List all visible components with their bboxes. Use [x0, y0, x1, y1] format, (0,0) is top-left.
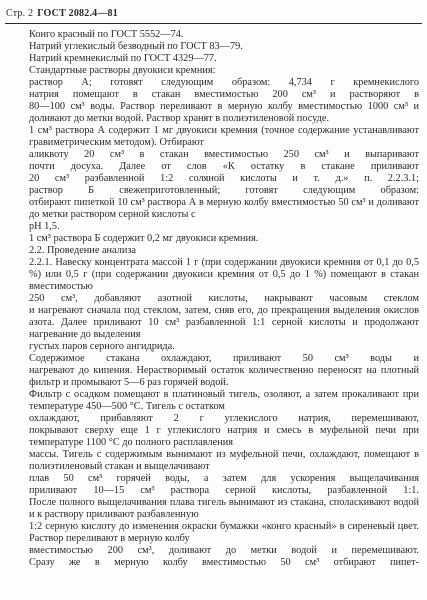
text-line: охлаждают, прибавляют 2 г углекислого натрия, перемешивают,	[29, 413, 419, 424]
text-line: Натрий углекислый безводный по ГОСТ 83—79.	[29, 41, 243, 52]
text-line: 20 см³ разбавленной 1:2 соляной кислоты и т. д.» п. 2.2.3.1;	[29, 173, 419, 184]
text-line: Стандартные растворы двуокиси кремния:	[29, 65, 216, 76]
text-line: приливают 10—15 см³ раствора серной кислоты, разбавленной 1:1.	[29, 485, 419, 496]
text-line: покрывают сверху еще 1 г углекислого натрия и смесь в муфельной печи при температуре 1100 °C до полного расплавления	[29, 425, 419, 448]
text-line: почти досуха. Далее от слов «К остатку в стакане приливают	[29, 161, 419, 172]
standard-number: ГОСТ 2082.4—81	[37, 8, 118, 19]
text-line: 2.2.1. Навеску концентрата массой 1 г (при содержании двуокиси кремния от 0,1 до 0,5 %) или 0,5 г (при содержании двуокиси кремния от 0,5 до 1 %) помещают в стакан вместимостью	[29, 257, 419, 292]
text-line: 1:2 серную кислоту до изменения окраски бумажки «конго красный» в сиреневый цвет. Раствор переливают в мерную колбу	[29, 521, 419, 544]
text-line: и нагревают сначала под стеклом, затем, сняв его, до прекращения выделения окислов азота. Далее приливают 10 см³ разбавленной 1:1 серной кислоты и продолжают нагревание до выделения	[29, 305, 419, 340]
header-rule	[5, 23, 422, 24]
text-line: вместимостью 200 см³, доливают до метки водой и перемешивают.	[29, 545, 419, 556]
text-line: pH 1,5.	[29, 221, 60, 232]
text-line: натрия помещают в стакан вместимостью 200 см³ и растворяют в	[29, 89, 419, 100]
text-line: массы. Тигель с содержимым вынимают из муфельной печи, охлаждают, помещают в полиэтиленовый стакан и выщелачивают	[29, 449, 419, 472]
text-line: раствор А; готовят следующим образом: 4,734 г кремнекислого	[29, 77, 419, 88]
text-line: Сразу же в мерную колбу вместимостью 50 см³ отбирают пипет-	[29, 557, 419, 568]
text-line: раствор Б свежеприготовленный; готовят следующим образом:	[29, 185, 419, 196]
text-line: Содержимое стакана охлаждают, приливают 50 см³ воды и	[29, 353, 419, 364]
text-line: нагревают до кипения. Нерастворимый остаток количественно переносят на плотный фильтр и промывают 5—6 раз горячей водой.	[29, 365, 419, 388]
text-line: отбирают пипеткой 10 см³ раствора А в мерную колбу вместимостью 50 см³ и доливают до метки раствором серной кислоты с	[29, 197, 419, 220]
page-header	[6, 8, 118, 19]
text-line: 80—100 см³ воды. Раствор переливают в мерную колбу вместимостью 1000 см³ и доливают до метки водой. Раствор хранят в полиэтиленовой посуде.	[29, 101, 419, 124]
text-line: плав 50 см³ горячей воды, а затем для ускорения выщелачивания	[29, 473, 419, 484]
text-line: густых паров серного ангидрида.	[29, 341, 175, 352]
text-line: Натрий кремнекислый по ГОСТ 4329—77.	[29, 53, 217, 64]
text-line: 2.2. Проведение анализа	[29, 245, 136, 256]
text-line: 1 см³ раствора Б содержит 0,2 мг двуокиси кремния.	[29, 233, 259, 244]
text-line: 1 см³ раствора А содержит 1 мг двуокиси кремния (точное содержание устанавливают гравиметрическим методом). Отбирают	[29, 125, 419, 148]
page-number: Стр. 2	[6, 8, 34, 19]
text-line: Фильтр с осадком помещают в платиновый тигель, озоляют, а затем прокаливают при температуре 450—500 °C. Тигель с остатком	[29, 389, 419, 412]
text-line: После полного выщелачивания плава тигель вынимают из стакана, споласкивают водой и к раствору приливают разбавленную	[29, 497, 419, 520]
text-line: Конго красный по ГОСТ 5552—74.	[29, 29, 184, 40]
text-line: аликвоту 20 см³ в стакан вместимостью 250 см³ и выпаривают	[29, 149, 419, 160]
text-line: 250 см³, добавляют азотной кислоты, накрывают часовым стеклом	[29, 293, 419, 304]
